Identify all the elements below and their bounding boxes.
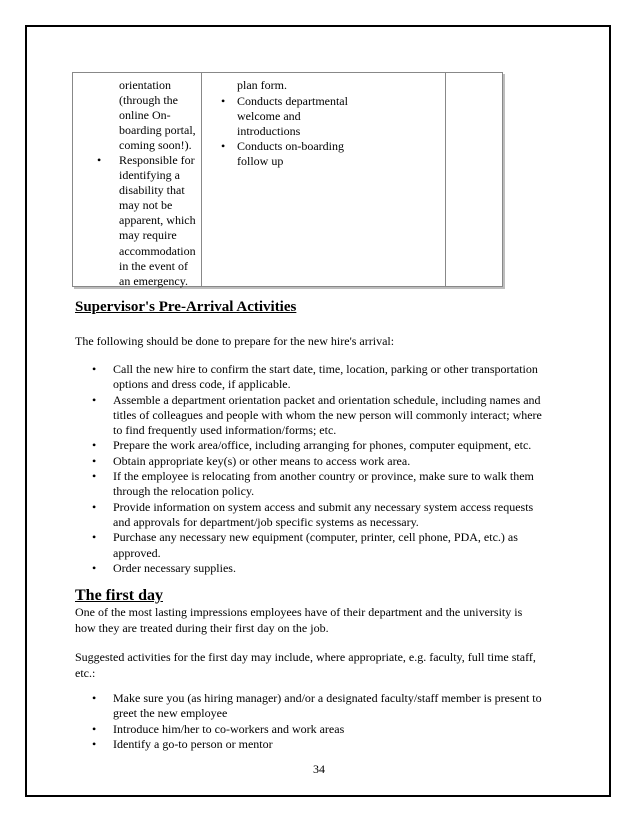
bullet-icon: • [92, 691, 97, 705]
list-item: • Identify a go-to person or mentor [92, 736, 273, 751]
bullet-icon: • [92, 721, 97, 736]
first-day-paragraph-2: Suggested activities for the first day may include, where appropriate, e.g. faculty, full time staff, etc.: [75, 650, 536, 680]
bullet-icon: • [92, 392, 97, 407]
list-item: • Obtain appropriate key(s) or other means to access work area. [92, 453, 411, 468]
roles-table [72, 72, 503, 287]
col2-bullet2-text: Conducts on-boarding follow up [237, 139, 344, 169]
bullet-icon: • [92, 530, 97, 545]
col1-bullet-text: Responsible for identifying a disability that may not be apparent, which may require accommodation in the event of an emergency. [119, 153, 196, 288]
bullet-icon: • [92, 499, 97, 514]
list-item: • If the employee is relocating from another country or province, make sure to walk them through the relocation policy. [92, 469, 534, 499]
bullet-icon: • [92, 469, 97, 484]
pre-arrival-list [90, 362, 560, 576]
bullet-icon: • [92, 736, 97, 751]
bullet-icon: • [97, 153, 102, 167]
col2-bullet1-text: Conducts departmental welcome and introductions [237, 94, 348, 139]
bullet-icon: • [92, 453, 97, 468]
bullet-icon: • [92, 560, 97, 575]
bullet-icon: • [221, 139, 226, 153]
section-heading-pre-arrival: Supervisor's Pre-Arrival Activities [75, 299, 297, 315]
first-day-paragraph-1: One of the most lasting impressions employees have of their department and the university is how they are treated during their first day on the job. [75, 605, 523, 635]
bullet-icon: • [221, 94, 226, 108]
list-item: • Call the new hire to confirm the start date, time, location, parking or other transportation options and dress code, if applicable. [92, 362, 538, 392]
bullet-icon: • [92, 438, 97, 453]
list-item: • Make sure you (as hiring manager) and/or a designated faculty/staff member is present to greet the new employee [92, 691, 542, 721]
table-column-1 [73, 73, 202, 286]
bullet-icon: • [92, 362, 97, 376]
page-number: 34 [313, 762, 325, 776]
section-heading-first-day: The first day [75, 587, 163, 604]
table-column-3 [446, 73, 503, 286]
col1-text: orientation (through the online On- boarding portal, coming soon!). [119, 78, 196, 153]
first-day-list [90, 691, 560, 752]
list-item: • Introduce him/her to co-workers and work areas [92, 721, 345, 736]
list-item: • Purchase any necessary new equipment (computer, printer, cell phone, PDA, etc.) as approved. [92, 530, 518, 560]
pre-arrival-intro: The following should be done to prepare for the new hire's arrival: [75, 334, 395, 348]
list-item: • Assemble a department orientation packet and orientation schedule, including names and titles of colleagues and people with whom the new person will commonly interact; where to find frequently used information/forms; etc. [92, 392, 542, 438]
list-item: • Prepare the work area/office, including arranging for phones, computer equipment, etc. [92, 438, 532, 453]
list-item: • Order necessary supplies. [92, 560, 236, 575]
col2-text: plan form. [237, 78, 287, 92]
table-column-2 [202, 73, 446, 286]
list-item: • Provide information on system access and submit any necessary system access requests and approvals for department/job specific systems as necessary. [92, 499, 534, 529]
